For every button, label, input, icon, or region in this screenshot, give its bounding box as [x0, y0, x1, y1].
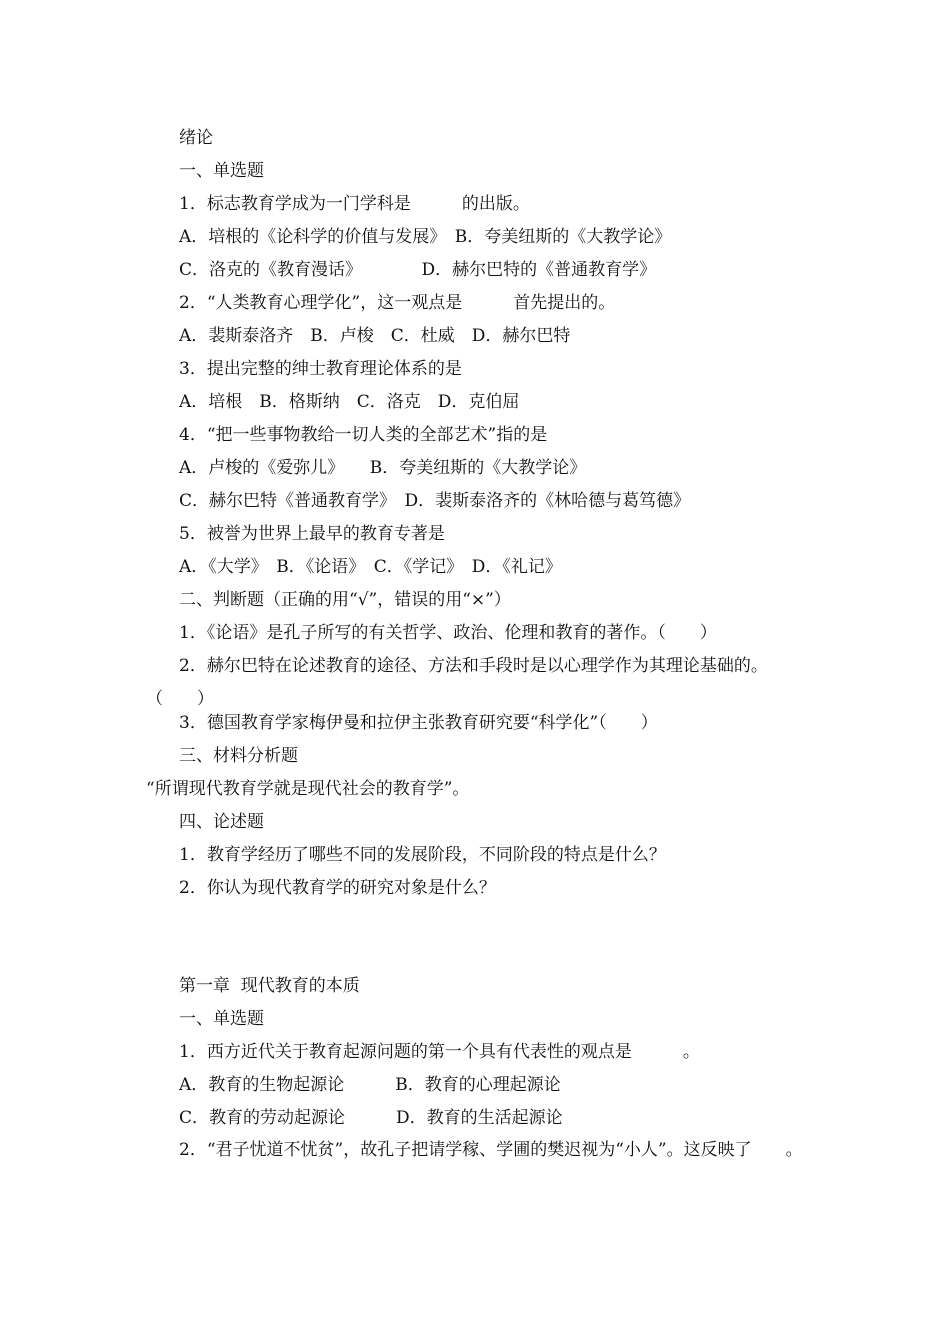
intro-question-4-options-cd: C．赫尔巴特《普通教育学》 D．裴斯泰洛齐的《林哈德与葛笃德》 [179, 491, 691, 511]
intro-material-text: “所谓现代教育学就是现代社会的教育学”。 [146, 779, 470, 799]
chapter1-question-1: 1．西方近代关于教育起源问题的第一个具有代表性的观点是 。 [179, 1042, 700, 1062]
intro-question-5-options: A．《大学》 B．《论语》 C．《学记》 D．《礼记》 [179, 557, 562, 577]
intro-essay-1: 1．教育学经历了哪些不同的发展阶段，不同阶段的特点是什么？ [179, 845, 666, 865]
intro-question-1: 1．标志教育学成为一门学科是 的出版。 [179, 194, 530, 214]
intro-section-single-choice: 一、单选题 [179, 161, 264, 181]
intro-question-2-options: A．裴斯泰洛齐 B．卢梭 C．杜威 D．赫尔巴特 [179, 326, 571, 346]
intro-question-3-options: A．培根 B．格斯纳 C．洛克 D．克伯屈 [179, 392, 520, 412]
intro-section-material-analysis: 三、材料分析题 [179, 746, 298, 766]
intro-question-3: 3．提出完整的绅士教育理论体系的是 [179, 359, 462, 379]
intro-section-essay: 四、论述题 [179, 812, 264, 832]
chapter1-question-1-options-ab: A．教育的生物起源论 B．教育的心理起源论 [179, 1075, 561, 1095]
intro-question-4: 4．“把一些事物教给一切人类的全部艺术”指的是 [179, 425, 548, 445]
intro-judgment-1: 1．《论语》是孔子所写的有关哲学、政治、伦理和教育的著作。（ ） [179, 623, 717, 643]
intro-question-2: 2．“人类教育心理学化”，这一观点是 首先提出的。 [179, 293, 616, 313]
intro-question-4-options-ab: A．卢梭的《爱弥儿》 B．夸美纽斯的《大教学论》 [179, 458, 587, 478]
intro-heading: 绪论 [179, 128, 213, 148]
chapter1-question-1-options-cd: C．教育的劳动起源论 D．教育的生活起源论 [179, 1108, 563, 1128]
chapter1-question-2: 2．“君子忧道不忧贫”，故孔子把请学稼、学圃的樊迟视为“小人”。这反映了 。 [179, 1140, 803, 1160]
chapter1-heading: 第一章 现代教育的本质 [179, 976, 360, 996]
intro-question-1-options-ab: A．培根的《论科学的价值与发展》 B．夸美纽斯的《大教学论》 [179, 227, 672, 247]
intro-question-5: 5．被誉为世界上最早的教育专著是 [179, 524, 445, 544]
intro-essay-2: 2．你认为现代教育学的研究对象是什么？ [179, 878, 496, 898]
intro-judgment-2: 2．赫尔巴特在论述教育的途径、方法和手段时是以心理学作为其理论基础的。（ ） [146, 656, 768, 709]
chapter1-section-single-choice: 一、单选题 [179, 1009, 264, 1029]
intro-question-1-options-cd: C．洛克的《教育漫话》 D．赫尔巴特的《普通教育学》 [179, 260, 657, 280]
intro-judgment-3: 3．德国教育学家梅伊曼和拉伊主张教育研究要“科学化”（ ） [179, 713, 658, 733]
intro-section-true-false: 二、判断题（正确的用“√”，错误的用“×”） [179, 590, 511, 610]
